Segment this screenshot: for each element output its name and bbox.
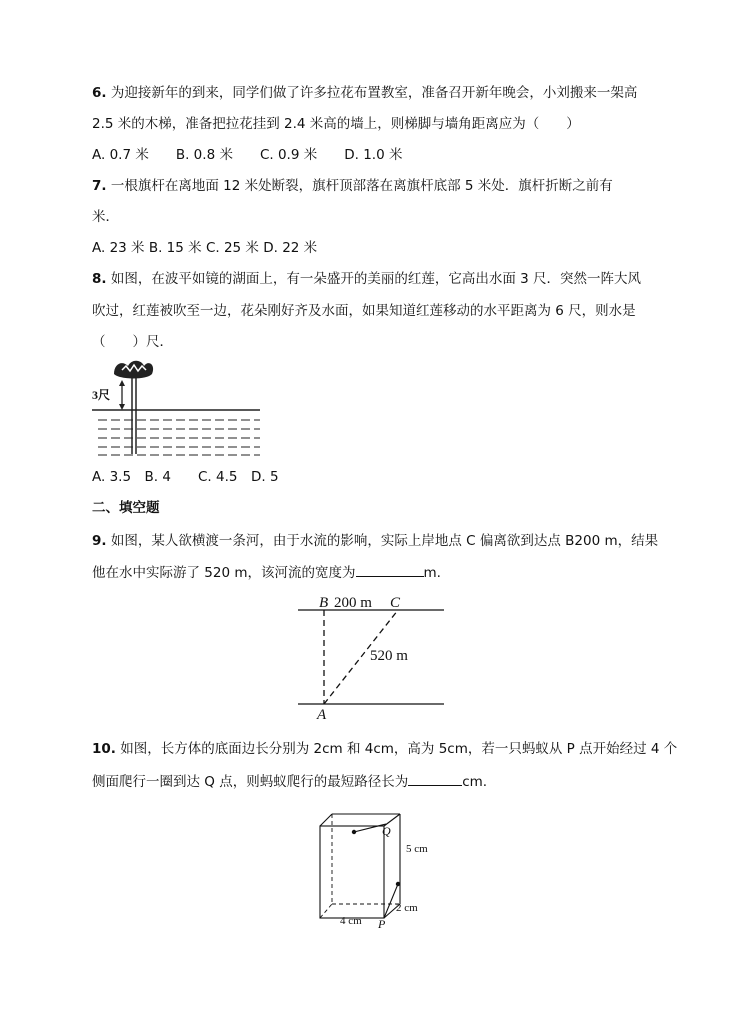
q7-options: A. 23 米 B. 15 米 C. 25 米 D. 22 米 <box>92 240 318 256</box>
q7-number: 7. <box>92 178 107 194</box>
q6-line1 <box>92 84 637 102</box>
distance-BC-label: 200 m <box>334 595 372 611</box>
q9-stem-1: 如图，某人欲横渡一条河，由于水流的影响，实际上岸地点 C 偏离欲到达点 B200 m，结果 <box>110 533 659 549</box>
q6-stem-1: 为迎接新年的到来，同学们做了许多拉花布置教室，准备召开新年晚会，小刘搬来一架高 <box>110 85 638 101</box>
q7-stem-1: 一根旗杆在离地面 12 米处断裂，旗杆顶部落在离旗杆底部 5 米处．旗杆折断之前有 <box>110 178 613 194</box>
width-label: 2 cm <box>396 902 418 914</box>
cuboid-figure <box>318 812 458 934</box>
distance-AC-label: 520 m <box>370 648 408 664</box>
q8-options: A. 3.5 B. 4 C. 4.5 D. 5 <box>92 469 279 485</box>
q10-stem-2: 侧面爬行一圈到达 Q 点，则蚂蚁爬行的最短路径长为 <box>92 774 409 790</box>
q10-number: 10. <box>92 741 116 757</box>
q10-unit: cm. <box>462 774 488 790</box>
height-label: 5 cm <box>406 843 428 855</box>
length-label: 4 cm <box>340 915 362 927</box>
q10-line2 <box>92 772 487 791</box>
q9-answer-blank[interactable] <box>356 563 424 577</box>
q8-number: 8. <box>92 271 107 287</box>
q8-stem-2: 吹过，红莲被吹至一边，花朵刚好齐及水面，如果知道红莲移动的水平距离为 6 尺，则水是 <box>92 303 636 319</box>
q9-line1 <box>92 532 658 550</box>
q7-stem-2: 米． <box>92 209 119 225</box>
q8-stem-3: （ ）尺． <box>92 334 173 350</box>
point-B-label: B <box>319 595 329 611</box>
point-C-label: C <box>390 595 401 611</box>
lotus-figure <box>92 356 262 456</box>
q6-stem-2: 2.5 米的木梯，准备把拉花挂到 2.4 米高的墙上，则梯脚与墙角距离应为（ ） <box>92 116 580 132</box>
lotus-flower-icon <box>114 361 153 379</box>
q9-stem-2: 他在水中实际游了 520 m，该河流的宽度为 <box>92 565 356 581</box>
q9-line2 <box>92 563 441 582</box>
point-P-label: P <box>378 917 386 931</box>
q10-stem-1: 如图，长方体的底面边长分别为 2cm 和 4cm，高为 5cm，若一只蚂蚁从 P 点开始经过 4 个 <box>120 741 678 757</box>
q8-line1 <box>92 270 641 288</box>
q8-stem-1: 如图，在波平如镜的湖面上，有一朵盛开的美丽的红莲，它高出水面 3 尺．突然一阵大风 <box>110 271 641 287</box>
river-figure <box>298 595 448 723</box>
q9-unit: m. <box>423 565 441 581</box>
q9-number: 9. <box>92 533 107 549</box>
q6-options: A. 0.7 米 B. 0.8 米 C. 0.9 米 D. 1.0 米 <box>92 147 403 163</box>
lotus-height-label: 3尺 <box>92 388 111 402</box>
point-Q-label: Q <box>382 824 391 838</box>
q6-number: 6. <box>92 85 107 101</box>
q7-line1 <box>92 177 613 195</box>
point-A-label: A <box>317 707 327 723</box>
q10-answer-blank[interactable] <box>408 772 462 786</box>
section-heading: 二、填空题 <box>92 500 160 516</box>
q10-line1 <box>92 740 677 758</box>
